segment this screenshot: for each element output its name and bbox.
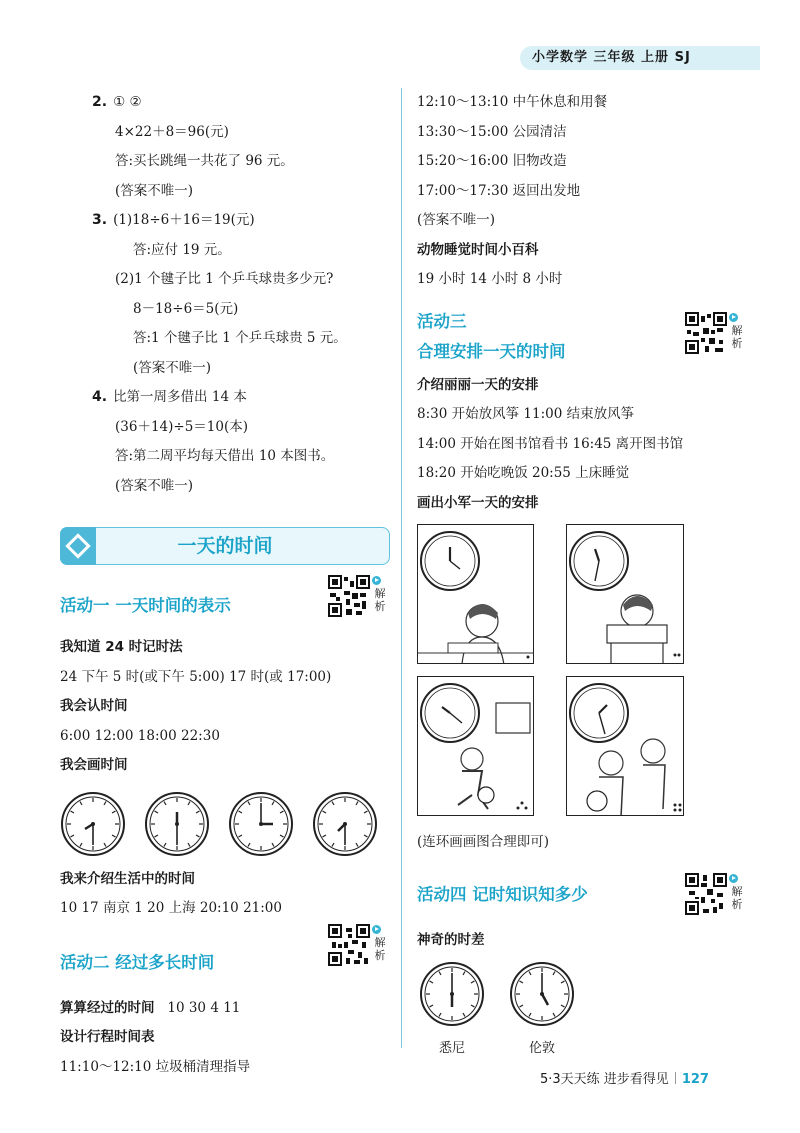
animal-sub: 动物睡觉时间小百科 — [417, 241, 539, 258]
schedule-row: 15:20～16:00 旧物改造 — [417, 153, 567, 169]
qr-analysis-label: 解析 — [731, 885, 743, 911]
q3-head: 3. (1)18÷6＋16＝19(元) — [92, 212, 255, 228]
play-icon[interactable] — [729, 874, 738, 883]
city-label-sydney: 悉尼 — [438, 1041, 465, 1056]
footer — [540, 1068, 709, 1087]
qr-code-icon[interactable] — [685, 312, 727, 354]
act4-sub1: 神奇的时差 — [417, 931, 485, 948]
comic-panel-homework — [417, 524, 534, 664]
qr-code-icon[interactable] — [328, 575, 370, 617]
act1-ans2: 6:00 12:00 18:00 22:30 — [60, 727, 220, 744]
act1-sub2: 我会认时间 — [60, 698, 128, 714]
act1-ans1: 24 下午 5 时(或下午 5:00) 17 时(或 17:00) — [60, 668, 332, 685]
header-title: 小学数学 三年级 上册 SJ — [532, 50, 691, 65]
right-column — [417, 88, 762, 1065]
qr-analysis-label: 解析 — [374, 936, 386, 962]
q3-line4: 8－18÷6＝5(元) — [133, 300, 239, 317]
q2-head: 2. ① ② — [92, 94, 142, 110]
act3-line3: 18:20 开始吃晚饭 20:55 上床睡觉 — [417, 465, 630, 481]
act1-sub3: 我会画时间 — [60, 757, 128, 773]
comic-panel-reading — [566, 524, 684, 664]
clock-icon — [228, 791, 294, 857]
play-icon[interactable] — [729, 313, 738, 322]
timezone-clocks — [417, 955, 762, 1065]
column-divider — [401, 88, 402, 1048]
qr-analysis-label: 解析 — [374, 587, 386, 613]
act3-line2: 14:00 开始在图书馆看书 16:45 离开图书馆 — [417, 435, 684, 452]
clock-icon — [312, 791, 378, 857]
q3-line2: 答:应付 19 元。 — [133, 241, 231, 258]
activity3-title1: 活动三 — [417, 311, 467, 331]
act2-sub1-row: 算算经过的时间 10 30 4 11 — [60, 999, 241, 1016]
act1-sub1: 我知道 24 时记时法 — [60, 639, 183, 655]
activity2-title: 活动二 经过多长时间 — [60, 952, 215, 972]
note-line: (答案不唯一) — [417, 212, 496, 228]
page-number: 127 — [681, 1072, 709, 1087]
q2-line3: (答案不唯一) — [115, 182, 194, 199]
footer-brand: 5·3天天练 进步看得见 — [540, 1072, 669, 1087]
act3-sub1: 介绍丽丽一天的安排 — [417, 376, 539, 393]
comic-panels — [417, 518, 762, 828]
activity4-title: 活动四 记时知识知多少 — [417, 884, 588, 904]
clock-icon — [144, 791, 210, 857]
q2-line2: 答:买长跳绳一共花了 96 元。 — [115, 153, 294, 169]
activity3-title2: 合理安排一天的时间 — [417, 341, 566, 361]
qr-code-icon[interactable] — [685, 873, 727, 915]
play-icon[interactable] — [372, 925, 381, 934]
clock-icon — [509, 961, 575, 1027]
act1-sub4: 我来介绍生活中的时间 — [60, 870, 195, 887]
q4-head: 4. 比第一周多借出 14 本 — [92, 389, 247, 405]
act3-sub2: 画出小军一天的安排 — [417, 494, 539, 511]
footer-separator — [675, 1072, 676, 1084]
schedule-row: 13:30～15:00 公园清洁 — [417, 123, 567, 140]
section-title-banner — [60, 527, 395, 563]
act1-ans4: 10 17 南京 1 20 上海 20:10 21:00 — [60, 900, 282, 916]
q4-line4: (答案不唯一) — [115, 477, 194, 494]
left-column — [60, 88, 395, 1082]
city-label-london: 伦敦 — [528, 1041, 555, 1056]
q3-line6: (答案不唯一) — [133, 359, 212, 376]
play-icon[interactable] — [372, 576, 381, 585]
schedule-row: 12:10～13:10 中午休息和用餐 — [417, 94, 608, 110]
act3-line1: 8:30 开始放风筝 11:00 结束放风筝 — [417, 406, 635, 422]
clock-icon — [419, 961, 485, 1027]
animal-ans: 19 小时 14 小时 8 小时 — [417, 271, 563, 287]
activity1-title: 活动一 一天时间的表示 — [60, 596, 231, 615]
act2-sub2: 设计行程时间表 — [60, 1029, 155, 1045]
comic-panel-soccer — [417, 676, 534, 816]
qr-code-icon[interactable] — [328, 924, 370, 966]
q2-line1: 4×22＋8＝96(元) — [115, 123, 229, 140]
clock-icon — [60, 791, 126, 857]
q3-line3: (2)1 个毽子比 1 个乒乓球贵多少元? — [115, 271, 334, 287]
clock-row — [60, 785, 395, 865]
q4-line2: (36＋14)÷5＝10(本) — [115, 418, 249, 435]
comic-panel-friends — [566, 676, 684, 816]
section-title: 一天的时间 — [177, 535, 273, 557]
qr-analysis-label: 解析 — [731, 324, 743, 350]
act2-row1: 11:10～12:10 垃圾桶清理指导 — [60, 1058, 251, 1075]
q4-line3: 答:第二周平均每天借出 10 本图书。 — [115, 448, 335, 464]
q3-line5: 答:1 个毽子比 1 个乒乓球贵 5 元。 — [133, 330, 347, 346]
schedule-row: 17:00～17:30 返回出发地 — [417, 182, 581, 199]
act3-note: (连环画画图合理即可) — [417, 834, 550, 850]
